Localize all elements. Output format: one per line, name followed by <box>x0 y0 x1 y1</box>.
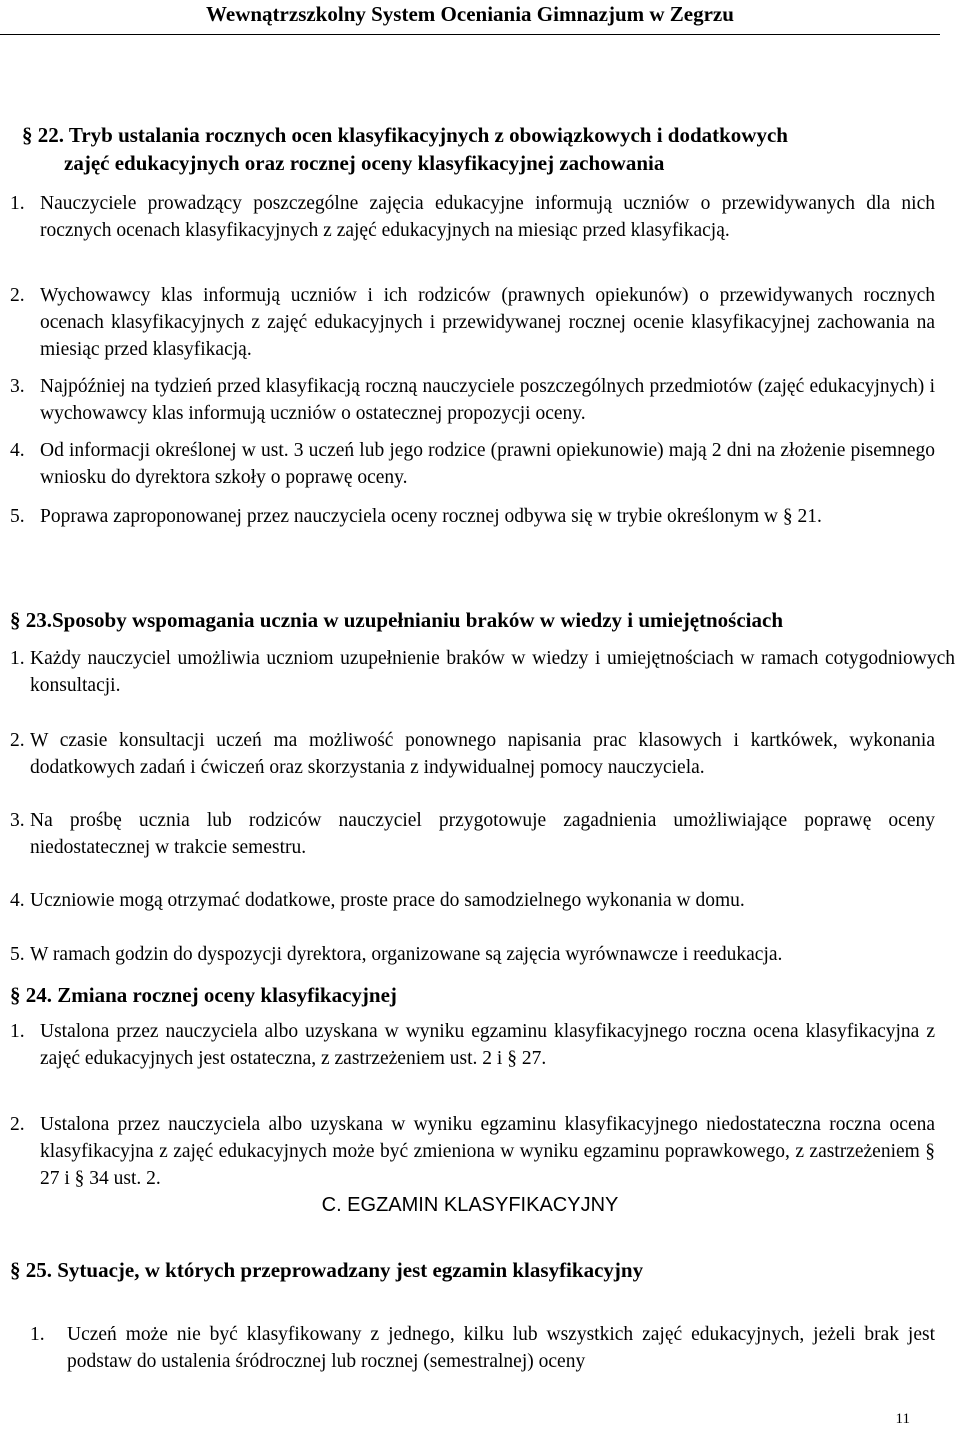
document-title: Wewnątrzszkolny System Oceniania Gimnazjum w Zegrzu <box>206 2 734 26</box>
item-text: Uczniowie mogą otrzymać dodatkowe, proste prace do samodzielnego wykonania w domu. <box>30 890 745 911</box>
item-text: Każdy nauczyciel umożliwia uczniom uzupełnienie braków w wiedzy i umiejętnościach w ramach cotygodniowych konsultacji. <box>30 648 955 696</box>
list-item <box>10 887 940 914</box>
list-item <box>10 941 955 968</box>
section-22-heading-line2: zajęć edukacyjnych oraz rocznej oceny klasyfikacyjnej zachowania <box>64 151 665 175</box>
item-text: Ustalona przez nauczyciela albo uzyskana w wyniku egzaminu klasyfikacyjnego roczna ocena klasyfikacyjna z zajęć edukacyjnych jest ostateczna, z zastrzeżeniem ust. 2 i § 27. <box>40 1021 935 1069</box>
item-number: 4. <box>10 440 25 461</box>
item-text: Ustalona przez nauczyciela albo uzyskana w wyniku egzaminu klasyfikacyjnego niedostateczna roczna ocena klasyfikacyjna z zajęć edukacyjnych może być zmieniona w wyniku egzaminu poprawkowego, z zastrzeżeniem § 27 i § 34 ust. 2. <box>40 1114 935 1189</box>
item-text: Od informacji określonej w ust. 3 uczeń lub jego rodzice (prawni opiekunowie) mają 2 dni na złożenie pisemnego wniosku do dyrektora szkoły o poprawę oceny. <box>40 440 935 488</box>
item-number: 2. <box>10 730 25 751</box>
item-text: Poprawa zaproponowanej przez nauczyciela oceny rocznej odbywa się w trybie określonym w § 21. <box>40 506 822 527</box>
section-22-heading-line1: § 22. Tryb ustalania rocznych ocen klasyfikacyjnych z obowiązkowych i dodatkowych <box>22 123 788 147</box>
section-25-heading: § 25. Sytuacje, w których przeprowadzany jest egzamin klasyfikacyjny <box>10 1258 644 1282</box>
item-text: Nauczyciele prowadzący poszczególne zajęcia edukacyjne informują uczniów o przewidywanych dla nich rocznych ocenach klasyfikacyjnych z zajęć edukacyjnych na miesiąc przed klasyfikacją. <box>40 193 935 241</box>
item-number: 1. <box>30 1324 45 1345</box>
item-text: Na prośbę ucznia lub rodziców nauczyciel przygotowuje zagadnienia umożliwiające poprawę oceny niedostatecznej w trakcie semestru. <box>30 810 935 858</box>
item-number: 3. <box>10 376 25 397</box>
item-number: 1. <box>10 1021 25 1042</box>
list-item <box>10 645 955 699</box>
list-item <box>10 503 935 530</box>
section-23-heading: § 23.Sposoby wspomagania ucznia w uzupełnianiu braków w wiedzy i umiejętnościach <box>10 608 784 632</box>
item-text: W ramach godzin do dyspozycji dyrektora, organizowane są zajęcia wyrównawcze i reedukacja. <box>30 944 783 965</box>
item-text: W czasie konsultacji uczeń ma możliwość ponownego napisania prac klasowych i kartkówek, wykonania dodatkowych zadań i ćwiczeń oraz skorzystania z indywidualnej pomocy nauczyciela. <box>30 730 935 778</box>
list-item <box>10 437 935 491</box>
list-item <box>10 727 935 781</box>
list-item <box>10 1111 935 1192</box>
item-text: Najpóźniej na tydzień przed klasyfikacją roczną nauczyciele poszczególnych przedmiotów (zajęć edukacyjnych) i wychowawcy klas informują uczniów o ostatecznej propozycji oceny. <box>40 376 935 424</box>
list-item <box>30 1321 935 1375</box>
item-number: 1. <box>10 648 25 669</box>
list-item <box>10 373 935 427</box>
item-number: 1. <box>10 193 25 214</box>
chapter-title: C. EGZAMIN KLASYFIKACYJNY <box>321 1194 619 1216</box>
item-number: 2. <box>10 285 25 306</box>
item-number: 4. <box>10 890 25 911</box>
item-number: 3. <box>10 810 25 831</box>
item-text: Wychowawcy klas informują uczniów i ich rodziców (prawnych opiekunów) o przewidywanych rocznych ocenach klasyfikacyjnych z zajęć edukacyjnych i przewidywanej rocznej ocenie klasyfikacyjnej zachowania na miesiąc przed klasyfikacją. <box>40 285 935 360</box>
list-item <box>10 282 935 363</box>
item-number: 5. <box>10 506 25 527</box>
page-number: 11 <box>895 1411 910 1427</box>
item-text: Uczeń może nie być klasyfikowany z jednego, kilku lub wszystkich zajęć edukacyjnych, jeżeli brak jest podstaw do ustalenia śródrocznej lub rocznej (semestralnej) oceny <box>67 1324 935 1372</box>
list-item <box>10 807 935 861</box>
list-item <box>10 1018 935 1072</box>
page-header <box>0 0 940 35</box>
section-24-heading: § 24. Zmiana rocznej oceny klasyfikacyjnej <box>10 983 397 1007</box>
list-item <box>10 190 935 244</box>
item-number: 2. <box>10 1114 25 1135</box>
item-number: 5. <box>10 944 25 965</box>
